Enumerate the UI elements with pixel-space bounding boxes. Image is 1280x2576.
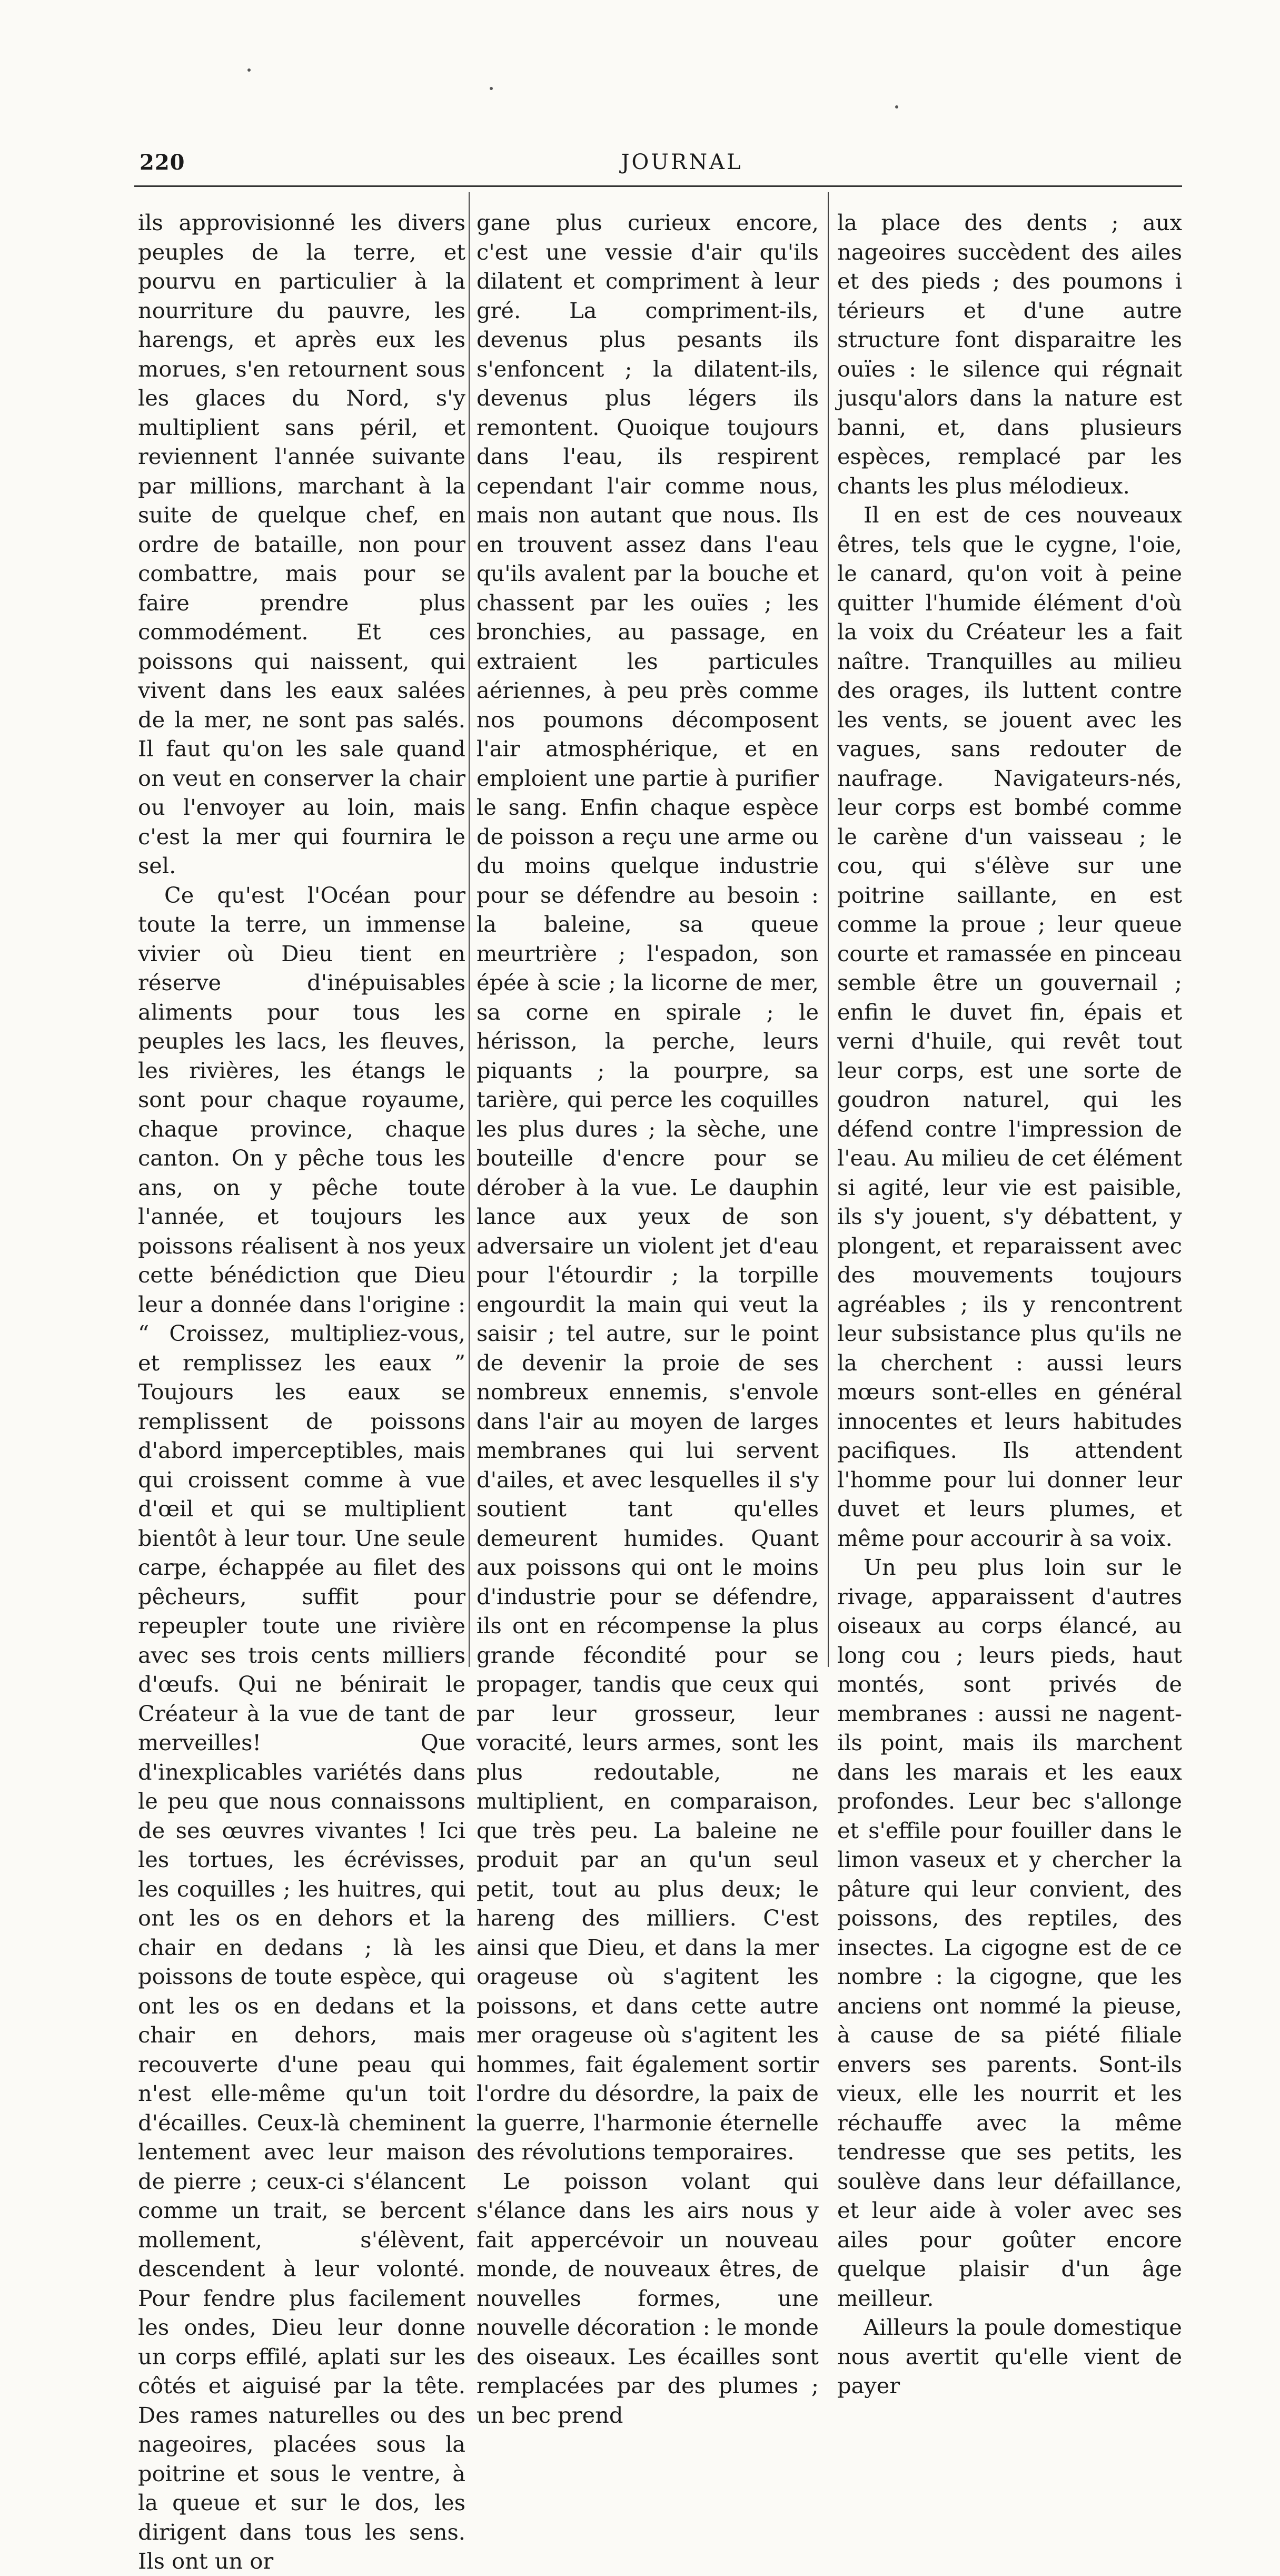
column-rule	[828, 192, 829, 1667]
paragraph: Un peu plus loin sur le rivage, apparaissent d'autres oiseaux au corps élancé, au long cou ; leurs pieds, haut montés, sont privés de membranes : aussi ne nagent-ils point, mais ils marchent dans les marais et les eaux profondes. Leur bec s'allonge et s'effile pour fouiller dans le limon vaseux et y chercher la pâture qui leur convient, des poissons, des reptiles, des insectes. La cigogne est de ce nombre : la cigogne, que les anciens ont nommé la pieuse, à cause de sa piété filiale envers ses parents. Sont-ils vieux, elle les nourrit et les réchauffe avec la même tendresse que ses petits, les soulève dans leur défaillance, et leur aide à voler avec ses ailes pour goûter encore quelque plaisir d'un âge meilleur.	[837, 1554, 1182, 2311]
text-column-3	[837, 208, 1182, 2399]
scan-speck	[490, 87, 493, 90]
paragraph: Ce qu'est l'Océan pour toute la terre, un immense vivier où Dieu tient en réserve d'inépuisables aliments pour tous les peuples les lacs, les fleuves, les rivières, les étangs le sont pour chaque royaume, chaque province, chaque canton. On y pêche tous les ans, on y pêche toute l'année, et toujours les poissons réalisent à nos yeux cette bénédiction que Dieu leur a donnée dans l'origine : “ Croissez, multipliez-vous, et remplissez les eaux ” Toujours les eaux se remplissent de poissons d'abord imperceptibles, mais qui croissent comme à vue d'œil et qui se multiplient bientôt à leur tour. Une seule carpe, échappée au filet des pêcheurs, suffit pour repeupler toute une rivière avec ses trois cents milliers d'œufs. Qui ne bénirait le Créateur à la vue de tant de merveilles! Que d'inexplicables variétés dans le peu que nous connaissons de ses œuvres vivantes ! Ici les tortues, les écrévisses, les coquilles ; les huitres, qui ont les os en dehors et la chair en dedans ; là les poissons de toute espèce, qui ont les os en dedans et la chair en dehors, mais recouverte d'une peau qui n'est elle-même qu'un toit d'écailles. Ceux-là cheminent lentement avec leur maison de pierre ; ceux-ci s'élancent comme un trait, se bercent mollement, s'élèvent, descendent à leur volonté. Pour fendre plus facilement les ondes, Dieu leur donne un corps effilé, aplati sur les côtés et aiguisé par la tête. Des rames naturelles ou des nageoires, placées sous la poitrine et sous le ventre, à la queue et sur le dos, les dirigent dans tous les sens. Ils ont un or	[138, 882, 465, 2574]
text-column-1	[138, 208, 465, 2574]
scan-speck	[247, 68, 251, 72]
page-number: 220	[140, 150, 185, 175]
page-header	[134, 145, 1182, 176]
header-rule	[134, 185, 1182, 187]
paragraph: Le poisson volant qui s'élance dans les airs nous y fait appercévoir un nouveau monde, de nouveaux êtres, de nouvelles formes, une nouvelle décoration : le monde des oiseaux. Les écailles sont remplacées par des plumes ; un bec prend	[477, 2168, 819, 2428]
paragraph: gane plus curieux encore, c'est une vessie d'air qu'ils dilatent et compriment à leur gré. La compriment-ils, devenus plus pesants ils s'enfoncent ; la dilatent-ils, devenus plus légers ils remontent. Quoique toujours dans l'eau, ils respirent cependant l'air comme nous, mais non autant que nous. Ils en trouvent assez dans l'eau qu'ils avalent par la bouche et chassent par les ouïes ; les bronchies, au passage, en extraient les particules aériennes, à peu près comme nos poumons décomposent l'air atmosphérique, et en emploient une partie à purifier le sang. Enfin chaque espèce de poisson a reçu une arme ou du moins quelque industrie pour se défendre au besoin : la baleine, sa queue meurtrière ; l'espadon, son épée à scie ; la licorne de mer, sa corne en spirale ; le hérisson, la perche, leurs piquants ; la pourpre, sa tarière, qui perce les coquilles les plus dures ; la sèche, une bouteille d'encre pour se dérober à la vue. Le dauphin lance aux yeux de son adversaire un violent jet d'eau pour l'étourdir ; la torpille engourdit la main qui veut la saisir ; tel autre, sur le point de devenir la proie de ses nombreux ennemis, s'envole dans l'air au moyen de larges membranes qui lui servent d'ailes, et avec lesquelles il s'y soutient tant qu'elles demeurent humides. Quant aux poissons qui ont le moins d'industrie pour se défendre, ils ont en récompense la plus grande fécondité pour se propager, tandis que ceux qui par leur grosseur, leur voracité, leurs armes, sont les plus redoutable, ne multiplient, en comparaison, que très peu. La baleine ne produit par an qu'un seul petit, tout au plus deux; le hareng des milliers. C'est ainsi que Dieu, et dans la mer orageuse où s'agitent les poissons, et dans cette autre mer orageuse où s'agitent les hommes, fait également sortir l'ordre du désordre, la paix de la guerre, l'harmonie éternelle des révolutions temporaires.	[477, 210, 819, 2165]
text-column-2	[477, 208, 819, 2428]
paragraph: Il en est de ces nouveaux êtres, tels que le cygne, l'oie, le canard, qu'on voit à peine quitter l'humide élément d'où la voix du Créateur les a fait naître. Tranquilles au milieu des orages, ils luttent contre les vents, se jouent avec les vagues, sans redouter de naufrage. Navigateurs-nés, leur corps est bombé comme le carène d'un vaisseau ; le cou, qui s'élève sur une poitrine saillante, en est comme la proue ; leur queue courte et ramassée en pinceau semble être un gouvernail ; enfin le duvet fin, épais et verni d'huile, qui revêt tout leur corps, est une sorte de goudron naturel, qui les défend contre l'impression de l'eau. Au milieu de cet élément si agité, leur vie est paisible, ils s'y jouent, s'y débattent, y plongent, et reparaissent avec des mouvements toujours agréables ; ils y rencontrent leur subsistance plus qu'ils ne la cherchent : aussi leurs mœurs sont-elles en général innocentes et leurs habitudes pacifiques. Ils attendent l'homme pour lui donner leur duvet et leurs plumes, et même pour accourir à sa voix.	[837, 502, 1182, 1551]
scan-speck	[895, 105, 898, 108]
column-rule	[469, 192, 470, 1667]
paragraph: ils approvisionné les divers peuples de la terre, et pourvu en particulier à la nourriture du pauvre, les harengs, et après eux les morues, s'en retournent sous les glaces du Nord, s'y multiplient sans péril, et reviennent l'année suivante par millions, marchant à la suite de quelque chef, en ordre de bataille, non pour combattre, mais pour se faire prendre plus commodément. Et ces poissons qui naissent, qui vivent dans les eaux salées de la mer, ne sont pas salés. Il faut qu'on les sale quand on veut en conserver la chair ou l'envoyer au loin, mais c'est la mer qui fournira le sel.	[138, 210, 465, 879]
running-title: JOURNAL	[621, 150, 743, 174]
paragraph: Ailleurs la poule domestique nous avertit qu'elle vient de payer	[837, 2314, 1182, 2399]
paragraph: la place des dents ; aux nageoires succèdent des ailes et des pieds ; des poumons i térieurs et d'une autre structure font disparaitre les ouïes : le silence qui régnait jusqu'alors dans la nature est banni, et, dans plusieurs espèces, remplacé par les chants les plus mélodieux.	[837, 210, 1182, 499]
